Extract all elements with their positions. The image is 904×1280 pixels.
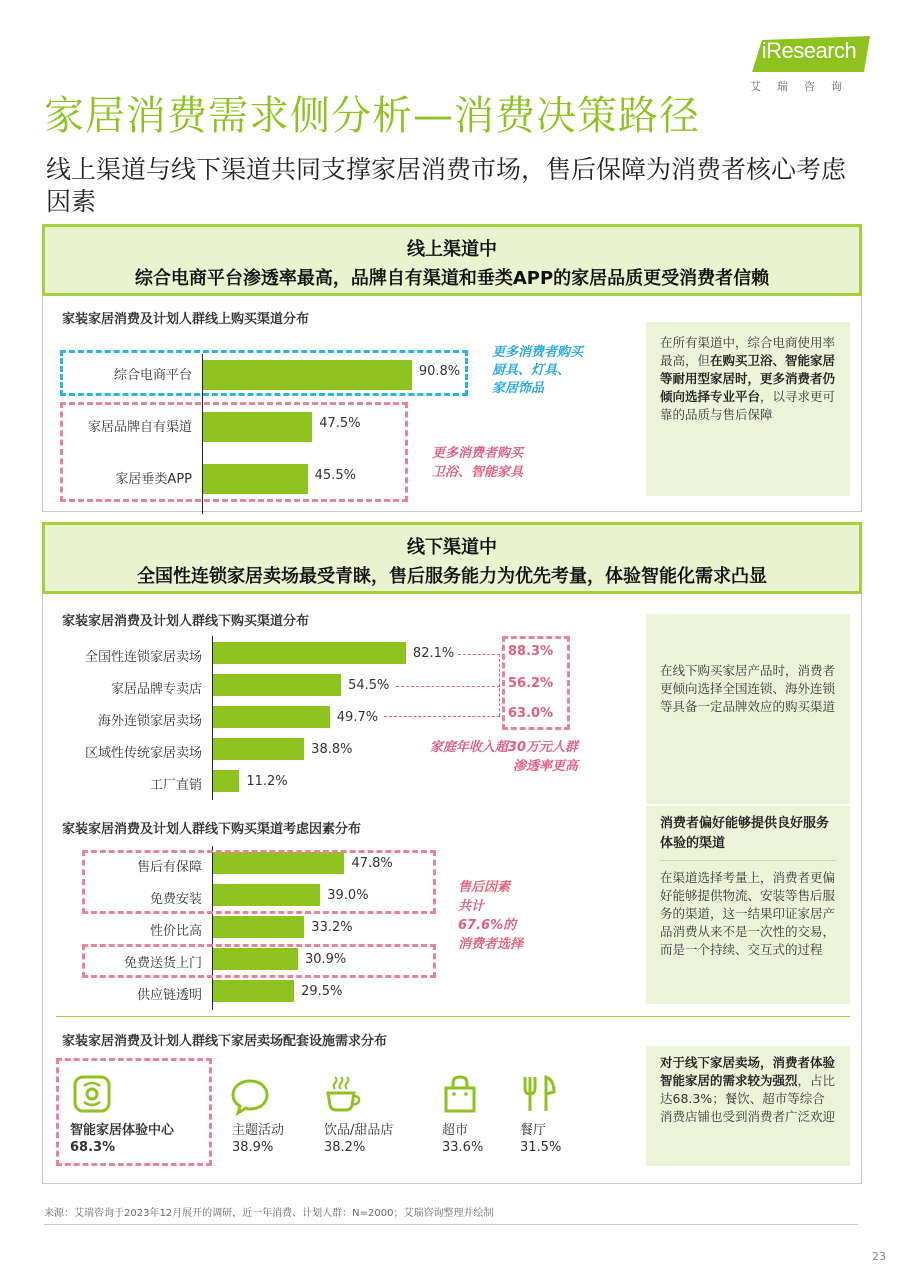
bar-value-label: 49.7% (336, 710, 379, 725)
bar-category-label: 家居垂类APP (115, 472, 192, 487)
bar-value-label: 38.8% (311, 742, 353, 757)
bar-category-label: 综合电商平台 (113, 368, 192, 383)
bar-category-label: 全国性连锁家居卖场 (84, 650, 202, 665)
cutlery-icon (518, 1074, 558, 1114)
bar-category-label: 免费安装 (149, 892, 202, 907)
bar-category-label: 区域性传统家居卖场 (84, 746, 202, 761)
note-line: 家庭年收入超30万元人群 (429, 740, 578, 755)
bar-category-label: 家居品牌自有渠道 (87, 420, 192, 435)
shopping-bag-icon (440, 1074, 480, 1114)
offline-chart1-title: 家装家居消费及计划人群线下购买渠道分布 (62, 614, 310, 629)
note-line: 更多消费者购买 (432, 446, 524, 461)
online-section-header (42, 224, 862, 296)
bar-value-label: 29.5% (301, 984, 343, 999)
offline-side-note-2 (646, 806, 850, 1004)
online-header-line2: 综合电商平台渗透率最高，品牌自有渠道和垂类APP的家居品质更受消费者信赖 (134, 268, 770, 289)
facility-label: 智能家居体验中心 (70, 1123, 175, 1138)
bar-value-label: 47.8% (351, 856, 393, 871)
facility-value: 38.2% (324, 1140, 366, 1155)
bar (213, 642, 406, 664)
pct-tag-1: 88.3% (508, 644, 554, 659)
bar-category-label: 售后有保障 (136, 860, 202, 875)
income-note (396, 738, 578, 776)
bar-category-label: 工厂直销 (149, 778, 202, 793)
note-line: 渗透率更高 (512, 759, 578, 774)
bar-value-label: 54.5% (348, 678, 390, 693)
offline-header-line1: 线下渠道中 (407, 537, 497, 558)
bar-category-label: 免费送货上门 (123, 956, 202, 971)
side-divider (660, 860, 836, 861)
pct-leader-line (396, 686, 500, 687)
bar-value-label: 82.1% (412, 646, 455, 661)
bar (213, 916, 304, 938)
bar (213, 770, 239, 792)
side-bold-text: 在购买卫浴、智能家居等耐用型家居时，更多消费者仍倾向选择专业平台 (660, 353, 836, 404)
bar (213, 706, 330, 728)
after-sales-highlight (82, 850, 436, 914)
chat-bubble-icon (230, 1076, 270, 1116)
offline-side-note-3 (646, 1046, 850, 1166)
logo-brand-text: iResearch (761, 38, 857, 63)
iresearch-logo (748, 36, 870, 96)
facility-value: 31.5% (520, 1140, 562, 1155)
note-line: 厨具、灯具、 (492, 363, 571, 378)
pct-leader-line (458, 654, 500, 655)
pink-dashed-highlight (60, 402, 408, 502)
bar (213, 674, 341, 696)
side-text: ，占比达68.3%；餐饮、超市等综合消费店铺也受到消费者广泛欢迎 (660, 1073, 836, 1124)
note-line: 共计 (458, 899, 485, 914)
bar-category-label: 性价比高 (149, 924, 202, 939)
note-line: 家居饰品 (492, 381, 545, 396)
blue-dashed-highlight (60, 350, 468, 396)
smart-home-icon (72, 1074, 112, 1114)
page-subtitle: 线上渠道与线下渠道共同支撑家居消费市场，售后保障为消费者核心考虑因素 (46, 155, 847, 216)
side-text: 在线下购买家居产品时，消费者更倾向选择全国连锁、海外连锁等具备一定品牌效应的购买渠道 (660, 663, 836, 714)
online-chart-title: 家装家居消费及计划人群线上购买渠道分布 (62, 312, 310, 327)
bar-value-label: 47.5% (319, 416, 361, 431)
after-sales-note (458, 878, 523, 954)
coffee-cup-icon (322, 1074, 362, 1114)
facility-value: 68.3% (70, 1140, 116, 1155)
bar (213, 738, 304, 760)
bar-value-label: 45.5% (314, 468, 356, 483)
online-header-line1: 线上渠道中 (407, 239, 497, 260)
footer-divider (44, 1224, 858, 1225)
bar (213, 980, 294, 1002)
facility-label: 超市 (442, 1123, 469, 1138)
note-line: 67.6%的 (458, 918, 517, 933)
note-line: 更多消费者购买 (492, 345, 584, 360)
bar-value-label: 39.0% (327, 888, 369, 903)
bar-category-label: 供应链透明 (136, 988, 202, 1003)
side-bold-text: 对于线下家居卖场，消费者体验智能家居的需求较为强烈 (660, 1055, 836, 1088)
bar-value-label: 11.2% (246, 774, 288, 789)
source-note: 来源：艾瑞咨询于2023年12月展开的调研，近一年消费、计划人群：N=2000；艾瑞咨询整理并绘制 (44, 1208, 494, 1219)
page-number: 23 (872, 1250, 886, 1263)
delivery-highlight (82, 944, 436, 978)
logo-sub-text: 艾瑞咨询 (750, 80, 858, 93)
facility-label: 餐厅 (520, 1123, 547, 1138)
side-text: 在所有渠道中，综合电商使用率最高，但 (660, 335, 836, 368)
section-divider (56, 1016, 850, 1017)
online-blue-note (492, 344, 583, 398)
pct-tag-2: 56.2% (508, 676, 554, 691)
bar-value-label: 90.8% (418, 364, 461, 379)
offline-side-note-1 (646, 614, 850, 804)
online-pink-note (432, 444, 523, 482)
facility-label: 饮品/甜品店 (324, 1123, 394, 1138)
pct-leader-line (384, 716, 500, 717)
offline-chart2-title: 家装家居消费及计划人群线下购买渠道考虑因素分布 (62, 822, 362, 837)
side-heading: 消费者偏好能够提供良好服务体验的渠道 (660, 816, 830, 851)
side-text: 在渠道选择考量上，消费者更偏好能够提供物流、安装等售后服务的渠道，这一结果印证家居产品消费从来不是一次性的交易，而是一个持续、交互式的过程 (660, 870, 836, 957)
bar-value-label: 33.2% (311, 920, 353, 935)
note-line: 消费者选择 (458, 937, 524, 952)
pct-connector-line (499, 654, 500, 716)
facility-value: 33.6% (442, 1140, 484, 1155)
offline-section-header (42, 522, 862, 594)
facility-label: 主题活动 (232, 1123, 285, 1138)
bar-category-label: 海外连锁家居卖场 (97, 714, 202, 729)
offline-header-line2: 全国性连锁家居卖场最受青睐，售后服务能力为优先考量，体验智能化需求凸显 (137, 566, 767, 587)
note-line: 卫浴、智能家具 (432, 465, 524, 480)
bar-value-label: 30.9% (304, 952, 347, 967)
side-text: ，以寻求更可靠的品质与售后保障 (660, 389, 836, 422)
offline-chart3-title: 家装家居消费及计划人群线下家居卖场配套设施需求分布 (62, 1034, 388, 1049)
pct-tag-3: 63.0% (508, 706, 554, 721)
online-side-note (646, 322, 850, 496)
facility-value: 38.9% (232, 1140, 274, 1155)
bar-category-label: 家居品牌专卖店 (110, 682, 202, 697)
note-line: 售后因素 (458, 880, 511, 895)
page-title: 家居消费需求侧分析—消费决策路径 (44, 93, 700, 139)
